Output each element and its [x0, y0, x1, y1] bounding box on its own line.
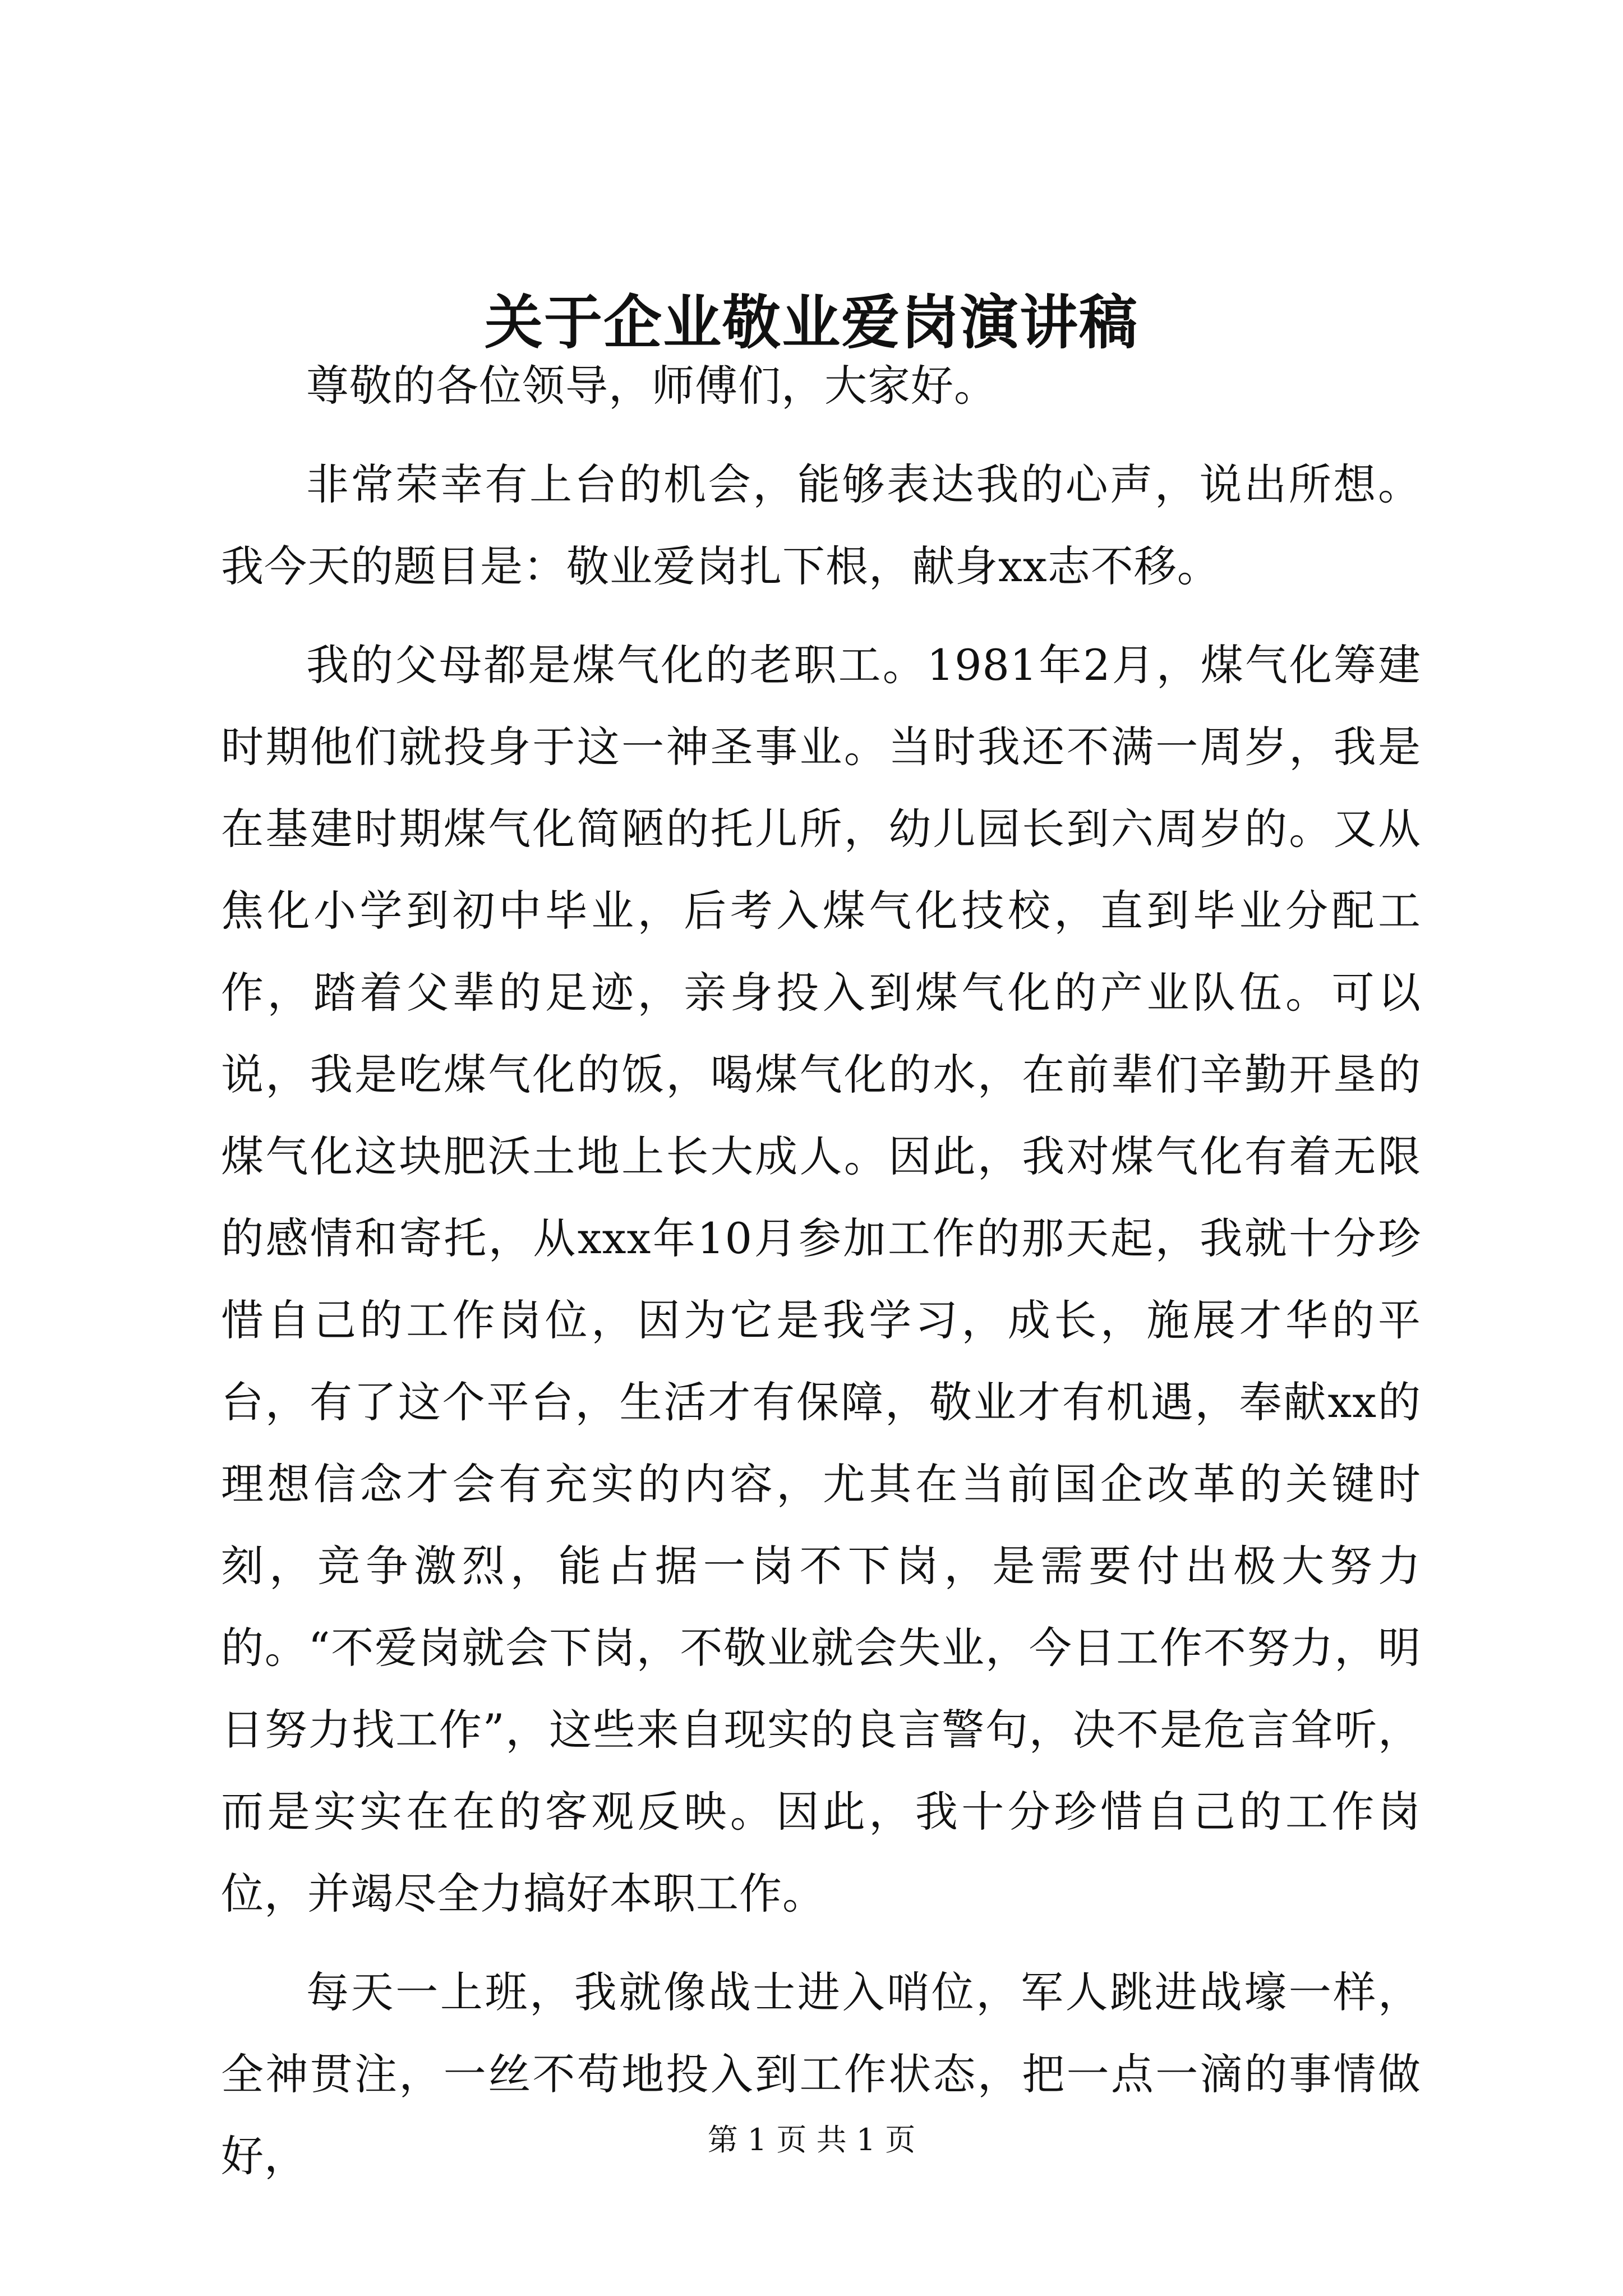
paragraph-daily-work: 每天一上班，我就像战士进入哨位，军人跳进战壕一样，全神贯注，一丝不苟地投入到工作状态，把一点一滴的事情做好， — [221, 1967, 1421, 2181]
paragraph-background: 我的父母都是煤气化的老职工。1981年2月，煤气化筹建时期他们就投身于这一神圣事业。当时我还不满一周岁，我是在基建时期煤气化简陋的托儿所，幼儿园长到六周岁的。又从焦化小学到初中毕业，后考入煤气化技校，直到毕业分配工作，踏着父辈的足迹，亲身投入到煤气化的产业队伍。可以说，我是吃煤气化的饭，喝煤气化的水，在前辈们辛勤开垦的煤气化这块肥沃土地上长大成人。因此，我对煤气化有着无限的感情和寄托，从xxx年10月参加工作的那天起，我就十分珍惜自己的工作岗位，因为它是我学习，成长，施展才华的平台，有了这个平台，生活才有保障，敬业才有机遇，奉献xx的理想信念才会有充实的内容，尤其在当前国企改革的关键时刻，竞争激烈，能占据一岗不下岗，是需要付出极大努力的。“不爱岗就会下岗，不敬业就会失业，今日工作不努力，明日努力找工作”，这些来自现实的良言警句，决不是危言耸听，而是实实在在的客观反映。因此，我十分珍惜自己的工作岗位，并竭尽全力搞好本职工作。 — [221, 640, 1421, 1918]
document-title: 关于企业敬业爱岗演讲稿 — [484, 288, 1138, 357]
document-body — [221, 345, 1421, 2197]
page-footer: 第 1 页 共 1 页 — [707, 2122, 916, 2157]
paragraph-greeting: 尊敬的各位领导，师傅们，大家好。 — [306, 361, 997, 411]
paragraph-topic: 非常荣幸有上台的机会，能够表达我的心声，说出所想。我今天的题目是：敬业爱岗扎下根，献身xx志不移。 — [221, 459, 1421, 591]
